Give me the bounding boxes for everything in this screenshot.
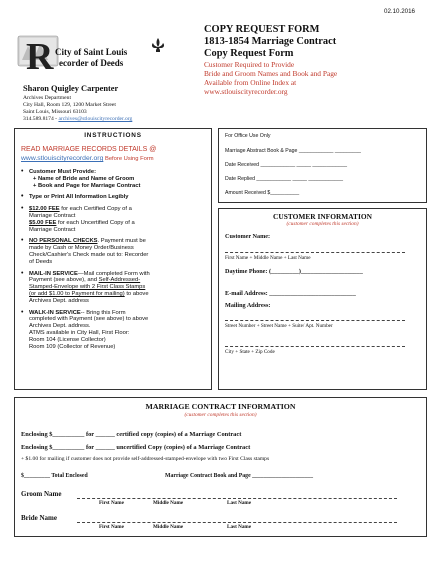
customer-name-hint: First Name + Middle Name + Last Name (225, 255, 311, 261)
groom-name-input[interactable] (77, 498, 397, 499)
address-line-2: City Hall, Room 129, 1200 Market Street (23, 102, 116, 108)
bride-middle-label: Middle Name (153, 524, 184, 530)
customer-name-label: Customer Name: (225, 233, 271, 240)
read-details: READ MARRIAGE RECORDS DETAILS @ (21, 146, 157, 153)
city-hint: City + State + Zip Code (225, 349, 275, 355)
instruction-list (19, 169, 205, 355)
details-url[interactable]: www.stlouiscityrecorder.org (21, 155, 104, 162)
email-address-field[interactable]: E-mail Address: ____________________________ (225, 290, 356, 297)
groom-first-label: First Name (99, 500, 124, 506)
date-replied-field[interactable]: Date Replied ____________ _____ ____________ (225, 176, 343, 182)
groom-middle-label: Middle Name (153, 500, 184, 506)
bride-name-label: Bride Name (21, 514, 57, 522)
bride-first-label: First Name (99, 524, 124, 530)
form-title-3: Copy Request Form (204, 48, 294, 59)
marriage-contract-box (14, 397, 427, 537)
book-page-field[interactable]: Marriage Contract Book and Page _____________________ (165, 473, 313, 479)
requirement-line-3: Available from Online Index at (204, 78, 297, 87)
recorder-name: Sharon Quigley Carpenter (23, 84, 119, 93)
amount-received-field[interactable]: Amount Received $__________ (225, 190, 300, 196)
instructions-box (14, 128, 212, 390)
customer-title: CUSTOMER INFORMATION (273, 212, 372, 221)
online-index-url[interactable]: www.stlouiscityrecorder.org (204, 87, 288, 96)
marriage-title: MARRIAGE CONTRACT INFORMATION (145, 402, 296, 411)
city-name: City of Saint Louis (55, 47, 128, 57)
daytime-phone-field[interactable]: Daytime Phone: (_________)____________________ (225, 268, 363, 275)
groom-name-label: Groom Name (21, 490, 62, 498)
enclosing-uncertified-field[interactable]: Enclosing $__________ for ______ uncertified Copy (copies) of a Marriage Contract (21, 444, 251, 451)
abstract-book-field[interactable]: Marriage Abstract Book & Page ____________ _________ (225, 148, 361, 154)
address-line-1: Archives Department (23, 95, 71, 101)
contact-line (23, 116, 132, 123)
city-state-zip-input[interactable] (225, 346, 405, 347)
street-address-input[interactable] (225, 320, 405, 321)
requirement-line-1: Customer Required to Provide (204, 60, 295, 69)
phone-number: 314.589.8174 - (23, 116, 59, 122)
groom-last-label: Last Name (227, 500, 252, 506)
details-url-line (21, 155, 154, 163)
fleur-de-lis-icon (151, 38, 165, 59)
instructions-title: INSTRUCTIONS (84, 132, 142, 139)
email-link[interactable]: archives@stlouiscityrecorder.org (58, 116, 133, 122)
date-received-field[interactable]: Date Received ____________ _____ ____________ (225, 162, 348, 168)
address-line-3: Saint Louis, Missouri 63103 (23, 109, 87, 115)
form-title: COPY REQUEST FORM (204, 24, 320, 35)
list-item: • MAIL-IN SERVICE—Mail completed Form with Payment (see above), and Self-Addressed-Stamped-Envelope with 2 First Class Stamps (or add $1.00 to Payment for mailing) to above Archives Dept. address (19, 271, 151, 305)
form-date: 02.10.2016 (384, 8, 415, 15)
marriage-subtitle: (customer completes this section) (184, 412, 257, 418)
list-item: • NO PERSONAL CHECKS. Payment must be made by Cash or Money Order/Business Check/Cashier's Check made out to: Recorder of Deeds (19, 238, 149, 265)
list-item: • $12.00 FEE for each Certified Copy of a Marriage Contract $5.00 FEE for each Uncertified Copy of a Marriage Contract (19, 206, 149, 233)
bride-name-input[interactable] (77, 522, 397, 523)
customer-subtitle: (customer completes this section) (286, 221, 359, 227)
mailing-fee-note: + $1.00 for mailing if customer does not provide self-addressed-stamped-envelope with two First Class stamps (21, 456, 270, 462)
list-item: • Type or Print All Information Legibly (19, 194, 205, 201)
list-item: • Customer Must Provide: + Name of Bride and Name of Groom + Book and Page for Marriage Contract (19, 169, 205, 189)
before-using: Before Using Form (103, 156, 154, 162)
street-hint: Street Number + Street Name + Suite/ Apt. Number (225, 323, 333, 329)
customer-info-box (218, 208, 427, 390)
total-enclosed-field[interactable]: $_________ Total Enclosed (21, 473, 88, 479)
office-use-title: For Office Use Only (225, 133, 271, 139)
requirement-line-2: Bride and Groom Names and Book and Page (204, 69, 338, 78)
logo-letter: R (26, 36, 54, 78)
office-name: ecorder of Deeds (59, 58, 124, 68)
mailing-address-label: Mailing Address: (225, 302, 271, 309)
enclosing-certified-field[interactable]: Enclosing $__________ for ______ certified copy (copies) of a Marriage Contract (21, 431, 242, 438)
form-title-2: 1813-1854 Marriage Contract (204, 36, 337, 47)
bride-last-label: Last Name (227, 524, 252, 530)
customer-name-input[interactable] (225, 252, 405, 253)
office-use-box (218, 128, 427, 203)
list-item: • WALK-IN SERVICE-- Bring this Form completed with Payment (see above) to above Archives Dept. address. ATMS available in City Hall, First Floor: Room 104 (License Collector) Room 109 (Collector of Revenue) (19, 310, 151, 351)
